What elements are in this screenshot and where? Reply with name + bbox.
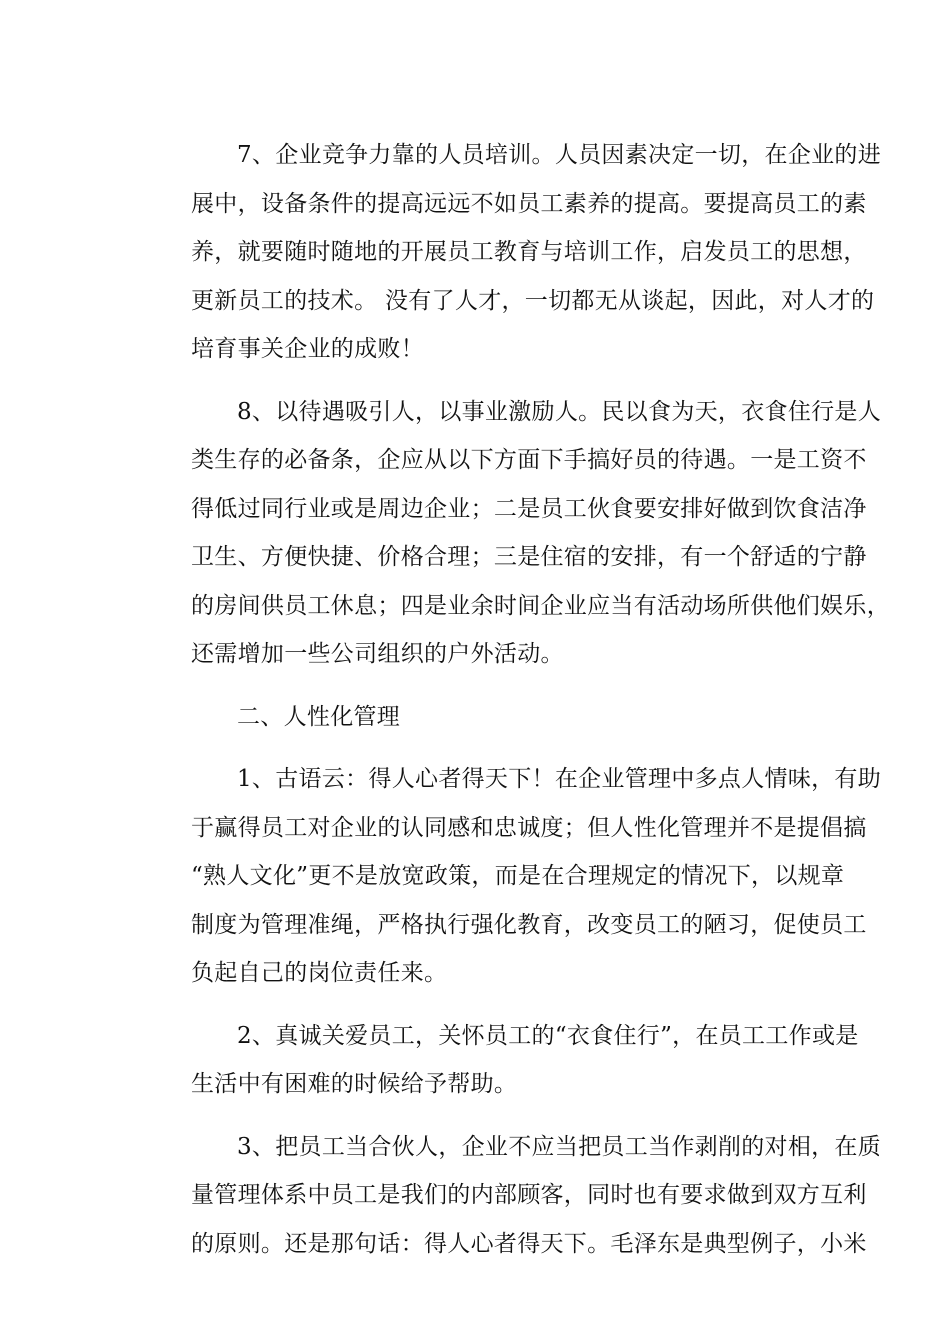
text-line: 制度为管理准绳，严格执行强化教育，改变员工的陋习，促使员工 — [191, 911, 867, 938]
paragraph-item-h3 — [145, 1123, 882, 1269]
text-line: 养，就要随时随地的开展员工教育与培训工作，启发员工的思想， — [191, 239, 867, 265]
text-line: 的原则。还是那句话：得人心者得天下。毛泽东是典型例子，小米 — [191, 1230, 867, 1257]
text-line: 展中，设备条件的提高远远不如员工素养的提高。要提高员工的素 — [191, 190, 867, 217]
text-line: 于赢得员工对企业的认同感和忠诚度；但人性化管理并不是提倡搞 — [191, 814, 867, 841]
text-line: 生活中有困难的时候给予帮助。 — [191, 1071, 518, 1097]
text-line: 量管理体系中员工是我们的内部顾客，同时也有要求做到双方互利 — [191, 1182, 867, 1208]
text-line: 7、企业竞争力靠的人员培训。人员因素决定一切，在企业的进 — [237, 142, 882, 168]
text-line: “熟人文化”更不是放宽政策，而是在合理规定的情况下，以规章 — [191, 863, 845, 889]
paragraph-item-h1 — [145, 755, 882, 998]
text-line: 2、真诚关爱员工，关怀员工的“衣食住行”，在员工工作或是 — [237, 1022, 859, 1049]
text-line: 1、古语云：得人心者得天下！在企业管理中多点人情味，有助 — [237, 766, 882, 792]
text-line: 卫生、方便快捷、价格合理；三是住宿的安排，有一个舒适的宁静 — [191, 544, 867, 570]
document-body — [145, 131, 890, 1282]
text-line: 负起自己的岗位责任来。 — [191, 960, 448, 986]
paragraph-item-7 — [145, 131, 882, 374]
text-line: 3、把员工当合伙人，企业不应当把员工当作剥削的对相，在质 — [237, 1133, 882, 1160]
text-line: 培育事关企业的成败！ — [191, 336, 424, 362]
text-line: 还需增加一些公司组织的户外活动。 — [191, 641, 564, 667]
text-line: 的房间供员工休息；四是业余时间企业应当有活动场所供他们娱乐， — [191, 592, 890, 619]
paragraph-item-8 — [145, 388, 890, 679]
text-line: 更新员工的技术。 没有了人才，一切都无从谈起，因此，对人才的 — [191, 287, 875, 314]
text-line: 得低过同行业或是周边企业；二是员工伙食要安排好做到饮食洁净 — [191, 495, 867, 522]
section-heading-humanized-management — [145, 693, 807, 742]
text-line: 8、以待遇吸引人，以事业激励人。民以食为天，衣食住行是人 — [237, 398, 882, 425]
text-line: 类生存的必备条，企应从以下方面下手搞好员的待遇。一是工资不 — [191, 447, 867, 473]
section-heading-text: 二、人性化管理 — [237, 703, 401, 730]
paragraph-item-h2 — [145, 1012, 859, 1109]
